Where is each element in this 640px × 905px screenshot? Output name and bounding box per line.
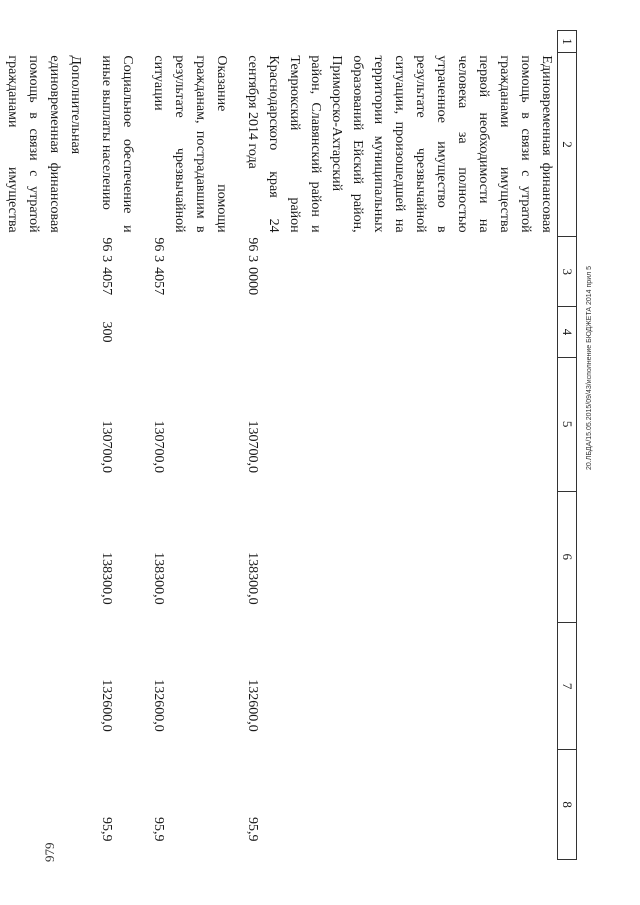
code-a: 96 xyxy=(151,237,166,252)
value-col6: 138300,0 xyxy=(151,552,166,605)
code-c: 4057 xyxy=(99,267,114,296)
table-row xyxy=(0,31,86,860)
value-col5: 130700,0 xyxy=(151,420,166,473)
value-col8: 95,9 xyxy=(99,817,114,842)
value-col5 xyxy=(0,357,86,491)
code-type xyxy=(0,307,86,357)
table-row xyxy=(242,31,558,860)
header-cell: 4 xyxy=(558,307,577,357)
code-b: 3 xyxy=(151,255,166,263)
table-header-row xyxy=(558,31,577,860)
header-cell: 7 xyxy=(558,623,577,750)
header-cell: 1 xyxy=(558,31,577,53)
value-col7: 132600,0 xyxy=(245,679,260,732)
code-type: 300 xyxy=(99,321,114,343)
code-a: 96 xyxy=(99,237,114,252)
code-b xyxy=(0,252,86,265)
header-cell: 8 xyxy=(558,750,577,860)
row-description: Социальное обеспечение и иные выплаты населению xyxy=(99,55,135,233)
row-description: Единовременная финансовая помощь в связи с утратой гражданами имущества первой необходимости на человека за полностью утраченное имущество в результате чрезвычайной ситуации, произошедшей на территории муниципальных образований Ейский район, Приморско-Ахтарский район, Славянский район и Темрюкский район Краснодарского края 24 сентября 2014 года xyxy=(245,55,554,233)
value-col7: 132600,0 xyxy=(99,679,114,732)
value-col6 xyxy=(0,491,86,623)
code-b: 3 xyxy=(99,255,114,263)
code-b: 3 xyxy=(245,255,260,263)
value-col7 xyxy=(0,623,86,750)
code-c xyxy=(0,265,86,307)
header-cell: 3 xyxy=(558,237,577,307)
value-col5: 130700,0 xyxy=(245,420,260,473)
value-col8: 95,9 xyxy=(245,817,260,842)
document-footer-note: 20.ЛБДА/15.05.2015/09/43/исполнение БЮДЖЕТА 2014 прил 5 xyxy=(586,265,593,470)
header-cell: 6 xyxy=(558,491,577,623)
value-col7: 132600,0 xyxy=(151,679,166,732)
header-cell: 5 xyxy=(558,357,577,491)
table-row xyxy=(96,31,138,860)
row-description: Оказание помощи гражданам, пострадавшим в результате чрезвычайной ситуации xyxy=(151,55,229,233)
code-a xyxy=(0,237,86,252)
code-type xyxy=(148,307,232,357)
code-a: 96 xyxy=(245,237,260,252)
value-col5: 130700,0 xyxy=(99,420,114,473)
value-col6: 138300,0 xyxy=(99,552,114,605)
page-number: 979 xyxy=(42,842,57,862)
header-cell: 2 xyxy=(558,52,577,236)
code-type xyxy=(242,307,558,357)
row-description: Дополнительная единовременная финансовая помощь в связи с утратой гражданами имущества xyxy=(5,55,83,233)
value-col8: 95,9 xyxy=(151,817,166,842)
budget-table xyxy=(0,30,577,860)
table-row xyxy=(148,31,232,860)
code-c: 4057 xyxy=(151,267,166,296)
code-c: 0000 xyxy=(245,267,260,296)
value-col6: 138300,0 xyxy=(245,552,260,605)
